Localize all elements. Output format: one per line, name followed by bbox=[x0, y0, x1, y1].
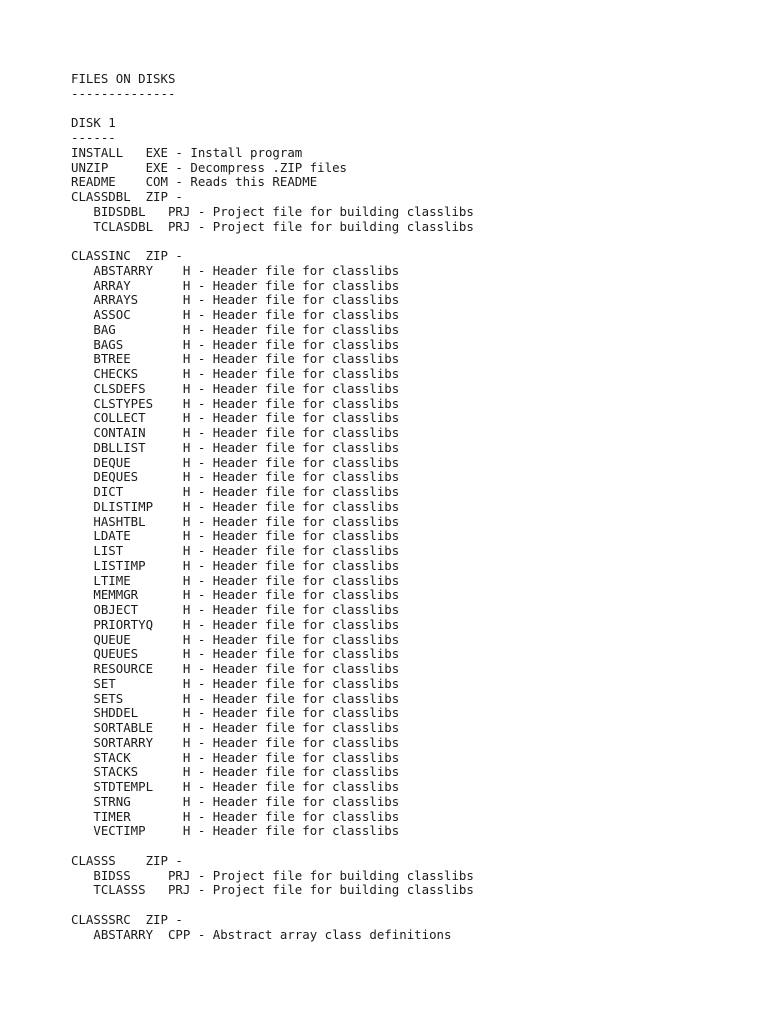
document-line: CLASSINC ZIP - bbox=[71, 248, 183, 263]
document-line: CONTAIN H - Header file for classlibs bbox=[71, 425, 400, 440]
document-line: HASHTBL H - Header file for classlibs bbox=[71, 513, 400, 529]
document-line: ABSTARRY H - Header file for classlibs bbox=[71, 262, 400, 278]
document-line: BAGS H - Header file for classlibs bbox=[71, 336, 400, 352]
document-line: RESOURCE H - Header file for classlibs bbox=[71, 661, 400, 676]
document-line: ABSTARRY CPP - Abstract array class definitions bbox=[71, 926, 452, 942]
document-line: BIDSS PRJ - Project file for building classlibs bbox=[71, 867, 474, 883]
document-body bbox=[71, 72, 751, 942]
document-line: ARRAYS H - Header file for classlibs bbox=[71, 292, 400, 308]
document-line: QUEUES H - Header file for classlibs bbox=[71, 646, 400, 662]
document-line: DICT H - Header file for classlibs bbox=[71, 484, 400, 499]
document-line: CLASSS ZIP - bbox=[71, 852, 183, 868]
document-line: BTREE H - Header file for classlibs bbox=[71, 351, 400, 367]
document-line: CLSTYPES H - Header file for classlibs bbox=[71, 395, 400, 411]
document-line: ARRAY H - Header file for classlibs bbox=[71, 277, 400, 293]
document-line: ASSOC H - Header file for classlibs bbox=[71, 307, 400, 322]
blank-line bbox=[71, 234, 751, 249]
document-line: STACK H - Header file for classlibs bbox=[71, 749, 400, 765]
document-line: LIST H - Header file for classlibs bbox=[71, 543, 400, 558]
blank-line bbox=[71, 102, 751, 117]
document-line: README COM - Reads this README bbox=[71, 174, 318, 190]
document-line: BAG H - Header file for classlibs bbox=[71, 321, 400, 337]
document-line: DBLLIST H - Header file for classlibs bbox=[71, 439, 400, 455]
document-line: OBJECT H - Header file for classlibs bbox=[71, 602, 400, 617]
document-line: STDTEMPL H - Header file for classlibs bbox=[71, 779, 400, 794]
document-line: SHDDEL H - Header file for classlibs bbox=[71, 705, 400, 721]
document-line: UNZIP EXE - Decompress .ZIP files bbox=[71, 159, 348, 175]
document-line: QUEUE H - Header file for classlibs bbox=[71, 631, 400, 647]
document-line: CLASSSRC ZIP - bbox=[71, 911, 183, 927]
document-line: SORTABLE H - Header file for classlibs bbox=[71, 720, 400, 735]
document-line: MEMMGR H - Header file for classlibs bbox=[71, 587, 400, 603]
blank-line bbox=[71, 898, 751, 913]
blank-line bbox=[71, 839, 751, 854]
document-line: TCLASDBL PRJ - Project file for building classlibs bbox=[71, 218, 474, 234]
document-line: TCLASSS PRJ - Project file for building classlibs bbox=[71, 882, 474, 898]
document-line: PRIORTYQ H - Header file for classlibs bbox=[71, 616, 400, 632]
document-line: DISK 1 bbox=[71, 115, 116, 131]
document-line: SET H - Header file for classlibs bbox=[71, 675, 400, 691]
document-line: DEQUES H - Header file for classlibs bbox=[71, 469, 400, 485]
document-line: COLLECT H - Header file for classlibs bbox=[71, 410, 400, 426]
document-line: CHECKS H - Header file for classlibs bbox=[71, 366, 400, 381]
document-line: SORTARRY H - Header file for classlibs bbox=[71, 734, 400, 750]
document-line: LDATE H - Header file for classlibs bbox=[71, 528, 400, 544]
document-line: LISTIMP H - Header file for classlibs bbox=[71, 557, 400, 573]
document-line: DEQUE H - Header file for classlibs bbox=[71, 454, 400, 470]
document-line: CLASSDBL ZIP - bbox=[71, 189, 183, 204]
document-line: LTIME H - Header file for classlibs bbox=[71, 572, 400, 588]
document-line: CLSDEFS H - Header file for classlibs bbox=[71, 380, 400, 396]
document-line: SETS H - Header file for classlibs bbox=[71, 690, 400, 706]
document-line: ------ bbox=[71, 130, 116, 145]
document-line: BIDSDBL PRJ - Project file for building classlibs bbox=[71, 203, 474, 219]
document-line: STACKS H - Header file for classlibs bbox=[71, 764, 400, 780]
document-line: TIMER H - Header file for classlibs bbox=[71, 808, 400, 824]
document-line: DLISTIMP H - Header file for classlibs bbox=[71, 498, 400, 514]
document-line: VECTIMP H - Header file for classlibs bbox=[71, 823, 400, 839]
document-line: INSTALL EXE - Install program bbox=[71, 144, 303, 160]
document-line: STRNG H - Header file for classlibs bbox=[71, 793, 400, 809]
document-line: -------------- bbox=[71, 85, 176, 101]
document-line: FILES ON DISKS bbox=[71, 71, 176, 86]
